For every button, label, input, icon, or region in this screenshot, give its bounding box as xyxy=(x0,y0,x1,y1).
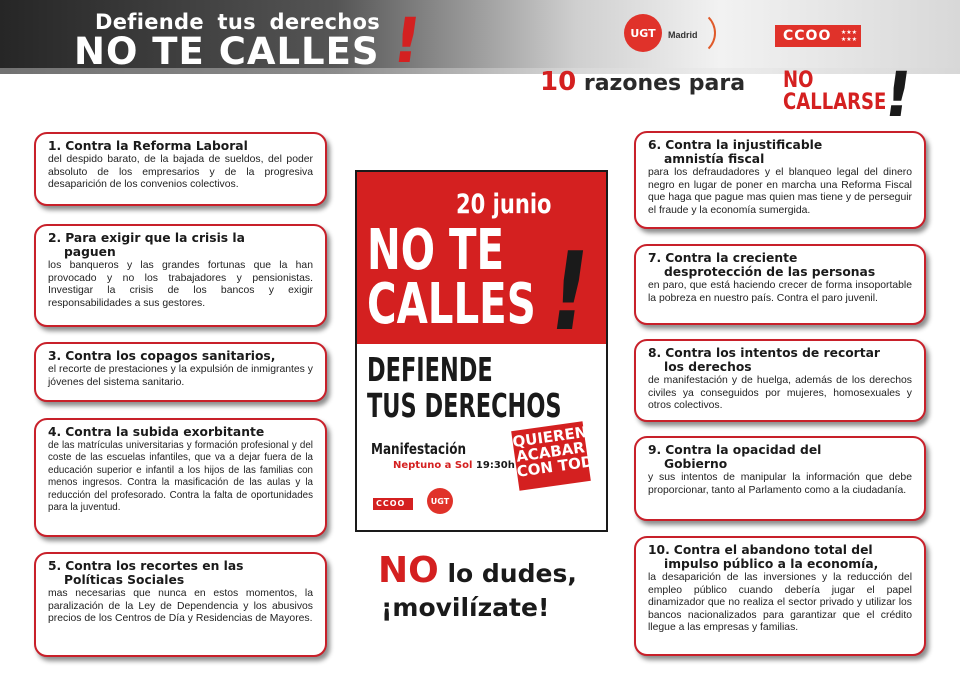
slogan-no: NO xyxy=(378,550,439,591)
no-callarse xyxy=(783,70,886,114)
reason-body: mas necesarias que nunca en estos momentos, la paralización de la Ley de Dependencia y los abusivos precios de los Centros de Día y Residencias de Mayores. xyxy=(48,588,313,625)
reason-body: y sus intentos de manipular la información que debe proporcionar, tanto al Parlamento como a la ciudadanía. xyxy=(648,472,912,496)
razones-text: razones para xyxy=(583,71,746,96)
poster-stamp: QUIEREN ACABAR CON TODO xyxy=(511,421,591,490)
reason-title-line2: los derechos xyxy=(664,360,752,374)
reason-body: del despido barato, de la bajada de sueldos, del poder absoluto de los empresarios y de la progresiva desaparición de los convenios colectivos. xyxy=(48,154,313,191)
callarse-word: CALLARSE xyxy=(783,90,887,115)
reason-number: 1. xyxy=(48,139,62,153)
slogan xyxy=(378,550,577,622)
reason-card-4 xyxy=(34,418,327,537)
reason-body: en paro, que está haciendo crecer de forma insoportable la pobreza en nuestro país. Contra el paro juvenil. xyxy=(648,280,912,304)
ugt-region: Madrid xyxy=(668,30,698,40)
event-poster xyxy=(355,170,608,532)
reason-title-line2: amnistía fiscal xyxy=(664,152,765,166)
reason-title: Contra los intentos de recortar xyxy=(665,346,880,360)
reason-number: 9. xyxy=(648,443,662,457)
reason-title: Para exigir que la crisis la xyxy=(65,231,245,245)
ccoo-logo: CCOO ★★★ ★★★ xyxy=(775,25,861,47)
reason-card-6 xyxy=(634,131,926,229)
reason-number: 2. xyxy=(48,231,62,245)
route-time: 19:30h xyxy=(475,460,515,471)
reason-number: 4. xyxy=(48,425,62,439)
header-title: NO TE CALLES xyxy=(74,30,380,73)
reason-body: de manifestación y de huelga, además de los derechos civiles ya conseguidos por mujeres, homosexuales y otros colectivos. xyxy=(648,375,912,412)
poster-date: 20 junio xyxy=(456,189,552,220)
poster-manifestacion: Manifestación xyxy=(371,440,467,458)
reason-body: para los defraudadores y el blanqueo legal del dinero negro en lugar de poner en marcha una Reforma Fiscal que haga que pague mas quien mas tiene y de perseguir el fraude y la economía sumergida. xyxy=(648,167,912,216)
reason-title-line2: paguen xyxy=(64,245,116,259)
reason-number: 5. xyxy=(48,559,62,573)
reason-number: 8. xyxy=(648,346,662,360)
razones-heading xyxy=(540,67,745,97)
reason-title-line2: desprotección de las personas xyxy=(664,265,876,279)
reason-card-9 xyxy=(634,436,926,521)
stars-icon: ★★★ ★★★ xyxy=(840,29,857,43)
reason-card-3 xyxy=(34,342,327,402)
reason-title: Contra la injustificable xyxy=(665,138,823,152)
reason-card-2 xyxy=(34,224,327,327)
reason-title: Contra la creciente xyxy=(665,251,798,265)
no-word: NO xyxy=(783,68,814,93)
poster-route xyxy=(393,460,515,471)
reason-number: 6. xyxy=(648,138,662,152)
poster-defiende: DEFIENDE TUS DERECHOS xyxy=(367,350,562,425)
reason-body: la desaparición de las inversiones y la reducción del empleo público cuando debería jugar el papel dinamizador que no realiza el sector privado y utilizar los bancos nacionalizados para garantizar que el crédito llegue a las empresas y familias. xyxy=(648,572,912,634)
slogan-line2: ¡movilízate! xyxy=(381,593,550,622)
header-exclamation: ! xyxy=(387,4,427,77)
ugt-logo: UGT xyxy=(624,14,662,52)
header-subtitle: Defiende tus derechos xyxy=(95,10,381,34)
reason-title: Contra la subida exorbitante xyxy=(65,425,265,439)
route-text: Neptuno a Sol xyxy=(393,460,473,471)
reason-title: Contra la Reforma Laboral xyxy=(65,139,248,153)
razones-number: 10 xyxy=(540,67,577,97)
reason-title: Contra los copagos sanitarios, xyxy=(65,349,276,363)
reason-number: 3. xyxy=(48,349,62,363)
reason-title: Contra la opacidad del xyxy=(665,443,822,457)
reason-card-7 xyxy=(634,244,926,325)
reason-card-5 xyxy=(34,552,327,657)
poster-ugt-logo: UGT xyxy=(427,488,453,514)
poster-ccoo-logo: CCOO xyxy=(373,498,413,510)
reason-number: 10. xyxy=(648,543,670,557)
callarse-exclamation: ! xyxy=(878,58,918,131)
poster-exclamation: ! xyxy=(541,230,599,355)
reason-body: los banqueros y las grandes fortunas que la han provocado y no los trabajadores y pensionistas. Investigar la crisis de los bancos y exigir responsabilidades a sus gestores. xyxy=(48,260,313,309)
poster-headline: NO TE CALLES xyxy=(367,218,536,337)
reason-number: 7. xyxy=(648,251,662,265)
reason-card-1 xyxy=(34,132,327,206)
reason-title-line2: impulso público a la economía, xyxy=(664,557,879,571)
reason-card-10 xyxy=(634,536,926,656)
reason-title-line2: Políticas Sociales xyxy=(64,573,185,587)
reason-title: Contra el abandono total del xyxy=(673,543,873,557)
reason-title: Contra los recortes en las xyxy=(65,559,244,573)
reason-body: de las matrículas universitarias y formación profesional y del coste de las escuelas infantiles, que va a dejar fuera de la educación superior e infantil a los hijos de las familias con menos ingresos. Contra la masificación de las aulas y la reducción del profesorado. Contra la falta de oportunidades para la juventud. xyxy=(48,440,313,514)
reason-body: el recorte de prestaciones y la expulsión de inmigrantes y jóvenes del sistema sanitario. xyxy=(48,364,313,388)
reason-title-line2: Gobierno xyxy=(664,457,728,471)
reason-card-8 xyxy=(634,339,926,422)
slogan-line1: lo dudes, xyxy=(447,559,577,588)
